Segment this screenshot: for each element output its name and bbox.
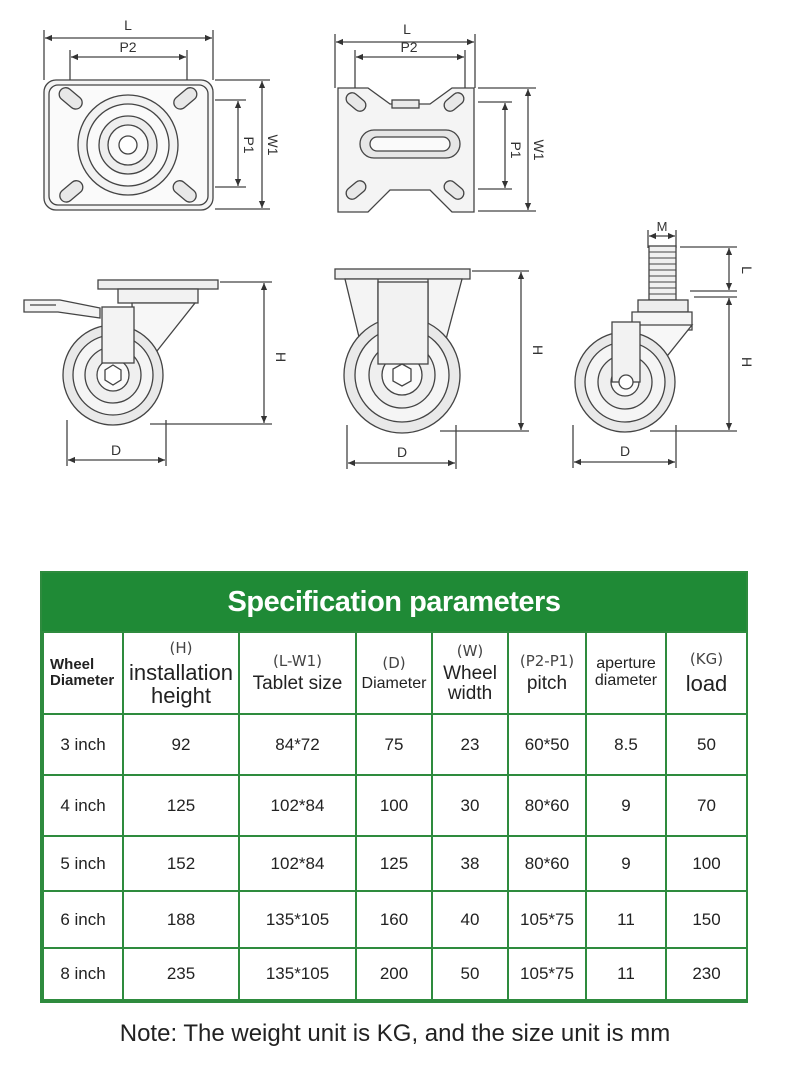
header-p-code: (P2-P1) <box>519 652 575 671</box>
cell-tablet: 102*84 <box>239 775 356 836</box>
header-w-code: (W) <box>456 642 484 661</box>
threaded-stem-caster-drawing <box>573 230 737 468</box>
cell-size: 5 inch <box>43 836 123 891</box>
header-pitch <box>508 632 586 714</box>
cell-height: 92 <box>123 714 239 775</box>
table-row <box>43 775 747 836</box>
cell-height: 235 <box>123 948 239 1000</box>
header-wheel-line1: Wheel <box>50 656 95 674</box>
cell-height: 152 <box>123 836 239 891</box>
table-row <box>43 948 747 1000</box>
spec-title: Specification parameters <box>42 573 746 631</box>
cell-load: 150 <box>666 891 747 948</box>
header-ap-label1: aperture <box>596 655 656 673</box>
cell-aperture: 9 <box>586 775 666 836</box>
dim-L-label-2: L <box>403 21 411 37</box>
fixed-caster-drawing <box>335 269 529 469</box>
table-row <box>43 891 747 948</box>
header-tablet-size <box>239 632 356 714</box>
cell-size: 3 inch <box>43 714 123 775</box>
cell-aperture: 8.5 <box>586 714 666 775</box>
dim-P2-label-2: P2 <box>400 39 418 55</box>
dim-L-label: L <box>124 17 132 33</box>
header-d-label: Diameter <box>361 674 427 692</box>
cell-width: 38 <box>432 836 508 891</box>
cell-pitch: 80*60 <box>508 775 586 836</box>
header-w-label2: width <box>447 683 493 704</box>
table-row <box>43 836 747 891</box>
cell-load: 70 <box>666 775 747 836</box>
dim-P2-label: P2 <box>119 39 137 55</box>
dim-D-label-swivel: D <box>110 442 122 458</box>
header-wheel-width <box>432 632 508 714</box>
cell-tablet: 102*84 <box>239 836 356 891</box>
header-h-code: (H) <box>169 638 193 657</box>
spec-header-row <box>43 632 747 714</box>
footnote: Note: The weight unit is KG, and the size unit is mm <box>119 1020 671 1047</box>
cell-aperture: 11 <box>586 948 666 1000</box>
header-h-label2: height <box>151 683 211 708</box>
cell-size: 8 inch <box>43 948 123 1000</box>
cell-diameter: 125 <box>356 836 432 891</box>
cell-width: 40 <box>432 891 508 948</box>
header-h-label1: installation <box>129 659 233 685</box>
header-w-label1: Wheel <box>443 663 497 685</box>
dim-D-label-fixed: D <box>396 444 408 460</box>
technical-drawings <box>0 0 790 520</box>
dim-P1-label: P1 <box>241 136 257 154</box>
cell-diameter: 75 <box>356 714 432 775</box>
dim-L-label-stem: L <box>739 266 755 274</box>
header-aperture-diameter <box>586 632 666 714</box>
header-load <box>666 632 747 714</box>
cell-tablet: 84*72 <box>239 714 356 775</box>
swivel-brake-caster-drawing <box>24 280 272 466</box>
header-lw-code: (L-W1) <box>273 652 322 671</box>
header-p-label: pitch <box>526 673 568 695</box>
cell-load: 230 <box>666 948 747 1000</box>
header-d-code: (D) <box>382 653 406 672</box>
dim-H-label-stem: H <box>739 356 755 368</box>
top-plate-swivel-drawing <box>44 30 270 210</box>
cell-pitch: 60*50 <box>508 714 586 775</box>
cell-pitch: 80*60 <box>508 836 586 891</box>
cell-tablet: 135*105 <box>239 891 356 948</box>
dim-P1-label-2: P1 <box>508 141 524 159</box>
dim-W1-label: W1 <box>265 134 281 156</box>
header-installation-height <box>123 632 239 714</box>
cell-aperture: 9 <box>586 836 666 891</box>
dim-W1-label-2: W1 <box>531 139 547 161</box>
header-diameter <box>356 632 432 714</box>
header-ap-label2: diameter <box>594 672 658 689</box>
dim-D-label-stem: D <box>619 443 631 459</box>
cell-pitch: 105*75 <box>508 891 586 948</box>
cell-pitch: 105*75 <box>508 948 586 1000</box>
table-row <box>43 714 747 775</box>
cell-diameter: 100 <box>356 775 432 836</box>
cell-aperture: 11 <box>586 891 666 948</box>
dim-H-label-swivel: H <box>273 351 289 363</box>
header-kg-label: load <box>685 671 728 697</box>
cell-width: 30 <box>432 775 508 836</box>
cell-height: 125 <box>123 775 239 836</box>
header-wheel-diameter <box>43 632 123 714</box>
cell-diameter: 200 <box>356 948 432 1000</box>
header-kg-code: (KG) <box>689 650 724 669</box>
header-wheel-line2: Diameter <box>50 672 115 689</box>
header-lw-label: Tablet size <box>252 673 343 695</box>
cell-height: 188 <box>123 891 239 948</box>
cell-size: 4 inch <box>43 775 123 836</box>
cell-load: 100 <box>666 836 747 891</box>
cell-diameter: 160 <box>356 891 432 948</box>
top-plate-fixed-drawing <box>335 34 536 212</box>
spec-table <box>42 631 748 1001</box>
dim-H-label-fixed: H <box>530 344 546 356</box>
cell-width: 23 <box>432 714 508 775</box>
cell-size: 6 inch <box>43 891 123 948</box>
cell-load: 50 <box>666 714 747 775</box>
cell-width: 50 <box>432 948 508 1000</box>
dim-M-label: M <box>656 219 668 234</box>
cell-tablet: 135*105 <box>239 948 356 1000</box>
specification-table-panel <box>40 571 748 1003</box>
